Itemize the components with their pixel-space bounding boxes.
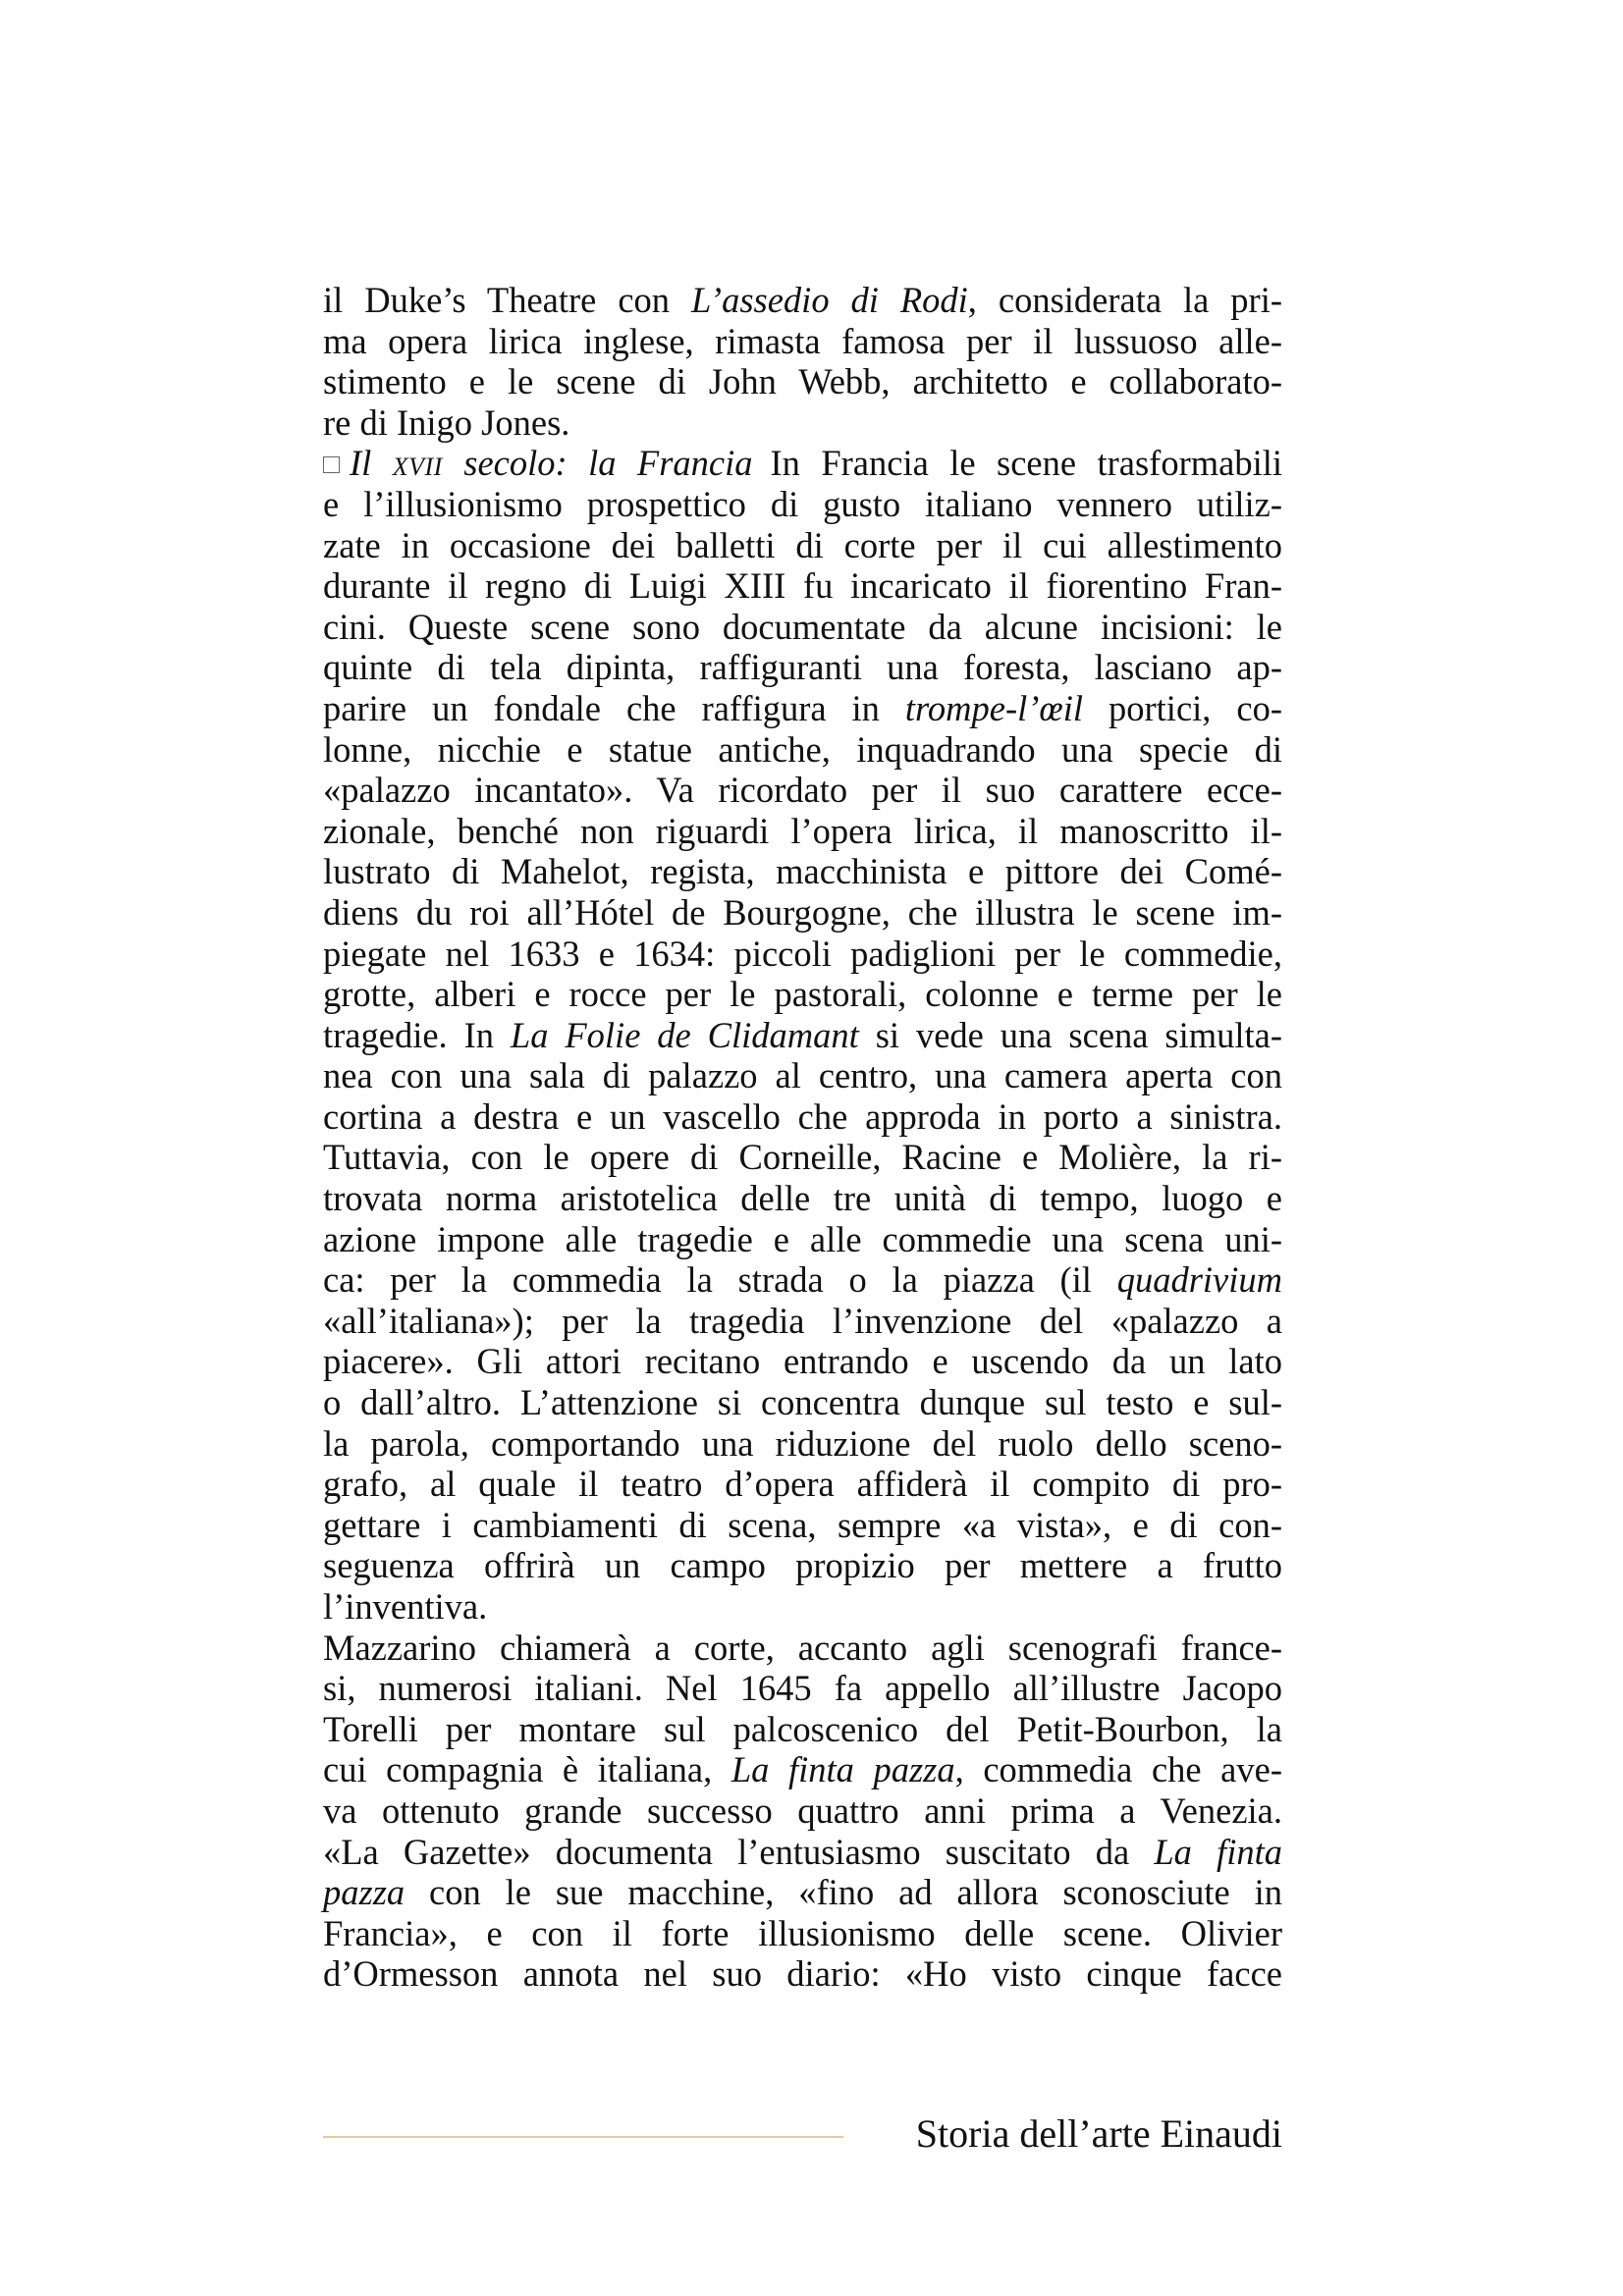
text-line: Il xvii secolo: la Francia In Francia le scene trasformabili (323, 443, 1282, 484)
text-line: ca: per la commedia la strada o la piazza (il quadrivium (323, 1259, 1282, 1301)
italic-title: quadrivium (1116, 1259, 1282, 1301)
italic-title: La finta pazza (730, 1749, 955, 1790)
footer-divider (323, 2136, 843, 2138)
text-line: nea con una sala di palazzo al centro, una camera aperta con (323, 1055, 1282, 1096)
text-line: Francia», e con il forte illusionismo delle scene. Olivier (323, 1912, 1282, 1953)
text-line: piacere». Gli attori recitano entrando e uscendo da un lato (323, 1341, 1282, 1382)
text-line: gettare i cambiamenti di scena, sempre «a vista», e di con- (323, 1504, 1282, 1545)
text-line: trovata norma aristotelica delle tre unità di tempo, luogo e (323, 1178, 1282, 1219)
section-heading: Il xvii secolo: la Francia (350, 443, 753, 484)
footer-publisher-label: Storia dell’arte Einaudi (915, 2111, 1282, 2156)
text-line: cortina a destra e un vascello che approda in porto a sinistra. (323, 1095, 1282, 1137)
text-line: piegate nel 1633 e 1634: piccoli padiglioni per le commedie, (323, 933, 1282, 974)
text-line: e l’illusionismo prospettico di gusto italiano vennero utiliz- (323, 483, 1282, 524)
italic-title: L’assedio di Rodi (690, 280, 968, 320)
italic-title: trompe-l’œil (904, 687, 1084, 728)
text-line: Mazzarino chiamerà a corte, accanto agli scenografi france- (323, 1627, 1282, 1668)
text-line: cini. Queste scene sono documentate da alcune incisioni: le (323, 606, 1282, 647)
text-line: lonne, nicchie e statue antiche, inquadrando una specie di (323, 728, 1282, 770)
text-line: durante il regno di Luigi XIII fu incaricato il fiorentino Fran- (323, 565, 1282, 607)
text-line: cui compagnia è italiana, La finta pazza, commedia che ave- (323, 1749, 1282, 1790)
text-line: o dall’altro. L’attenzione si concentra dunque sul testo e sul- (323, 1382, 1282, 1423)
body-text (323, 280, 1282, 1995)
italic-title: pazza (323, 1872, 406, 1913)
italic-title: La Folie de Clidamant (510, 1014, 859, 1055)
text-line: va ottenuto grande successo quattro anni prima a Venezia. (323, 1789, 1282, 1831)
text-line: lustrato di Mahelot, regista, macchinista e pittore dei Comé- (323, 851, 1282, 892)
text-line: la parola, comportando una riduzione del ruolo dello sceno- (323, 1422, 1282, 1464)
text-line: parire un fondale che raffigura in trompe-l’œil portici, co- (323, 687, 1282, 728)
text-line: re di Inigo Jones. (323, 401, 570, 443)
italic-title: La finta (1154, 1831, 1282, 1872)
text-line: ma opera lirica inglese, rimasta famosa per il lussuoso alle- (323, 320, 1282, 361)
text-line: «La Gazette» documenta l’entusiasmo suscitato da La finta (323, 1831, 1282, 1872)
text-line: zionale, benché non riguardi l’opera lirica, il manoscritto il- (323, 810, 1282, 851)
text-line: stimento e le scene di John Webb, architetto e collaborato- (323, 361, 1282, 402)
text-line: quinte di tela dipinta, raffiguranti una foresta, lasciano ap- (323, 647, 1282, 688)
text-line: «all’italiana»); per la tragedia l’invenzione del «palazzo a (323, 1300, 1282, 1341)
text-line: il Duke’s Theatre con L’assedio di Rodi, considerata la pri- (323, 280, 1283, 320)
text-line: grafo, al quale il teatro d’opera affiderà il compito di pro- (323, 1464, 1282, 1505)
text-line: pazza con le sue macchine, «fino ad allora sconosciute in (323, 1872, 1282, 1913)
text-line: Tuttavia, con le opere di Corneille, Racine e Molière, la ri- (323, 1137, 1282, 1178)
text-line: seguenza offrirà un campo propizio per mettere a frutto (323, 1545, 1282, 1586)
text-line: si, numerosi italiani. Nel 1645 fa appello all’illustre Jacopo (323, 1668, 1282, 1709)
text-line: tragedie. In La Folie de Clidamant si vede una scena simulta- (323, 1014, 1283, 1055)
text-line: zate in occasione dei balletti di corte per il cui allestimento (323, 524, 1282, 565)
text-line: Torelli per montare sul palcoscenico del Petit-Bourbon, la (323, 1708, 1282, 1749)
text-line: l’inventiva. (323, 1586, 488, 1627)
text-line: d’Ormesson annota nel suo diario: «Ho visto cinque facce (323, 1953, 1282, 1995)
text-line: diens du roi all’Hótel de Bourgogne, che illustra le scene im- (323, 891, 1282, 933)
section-marker-icon (323, 456, 340, 473)
text-line: azione impone alle tragedie e alle commedie una scena uni- (323, 1218, 1282, 1259)
text-line: grotte, alberi e rocce per le pastorali, colonne e terme per le (323, 974, 1282, 1015)
text-line: «palazzo incantato». Va ricordato per il suo carattere ecce- (323, 770, 1282, 811)
